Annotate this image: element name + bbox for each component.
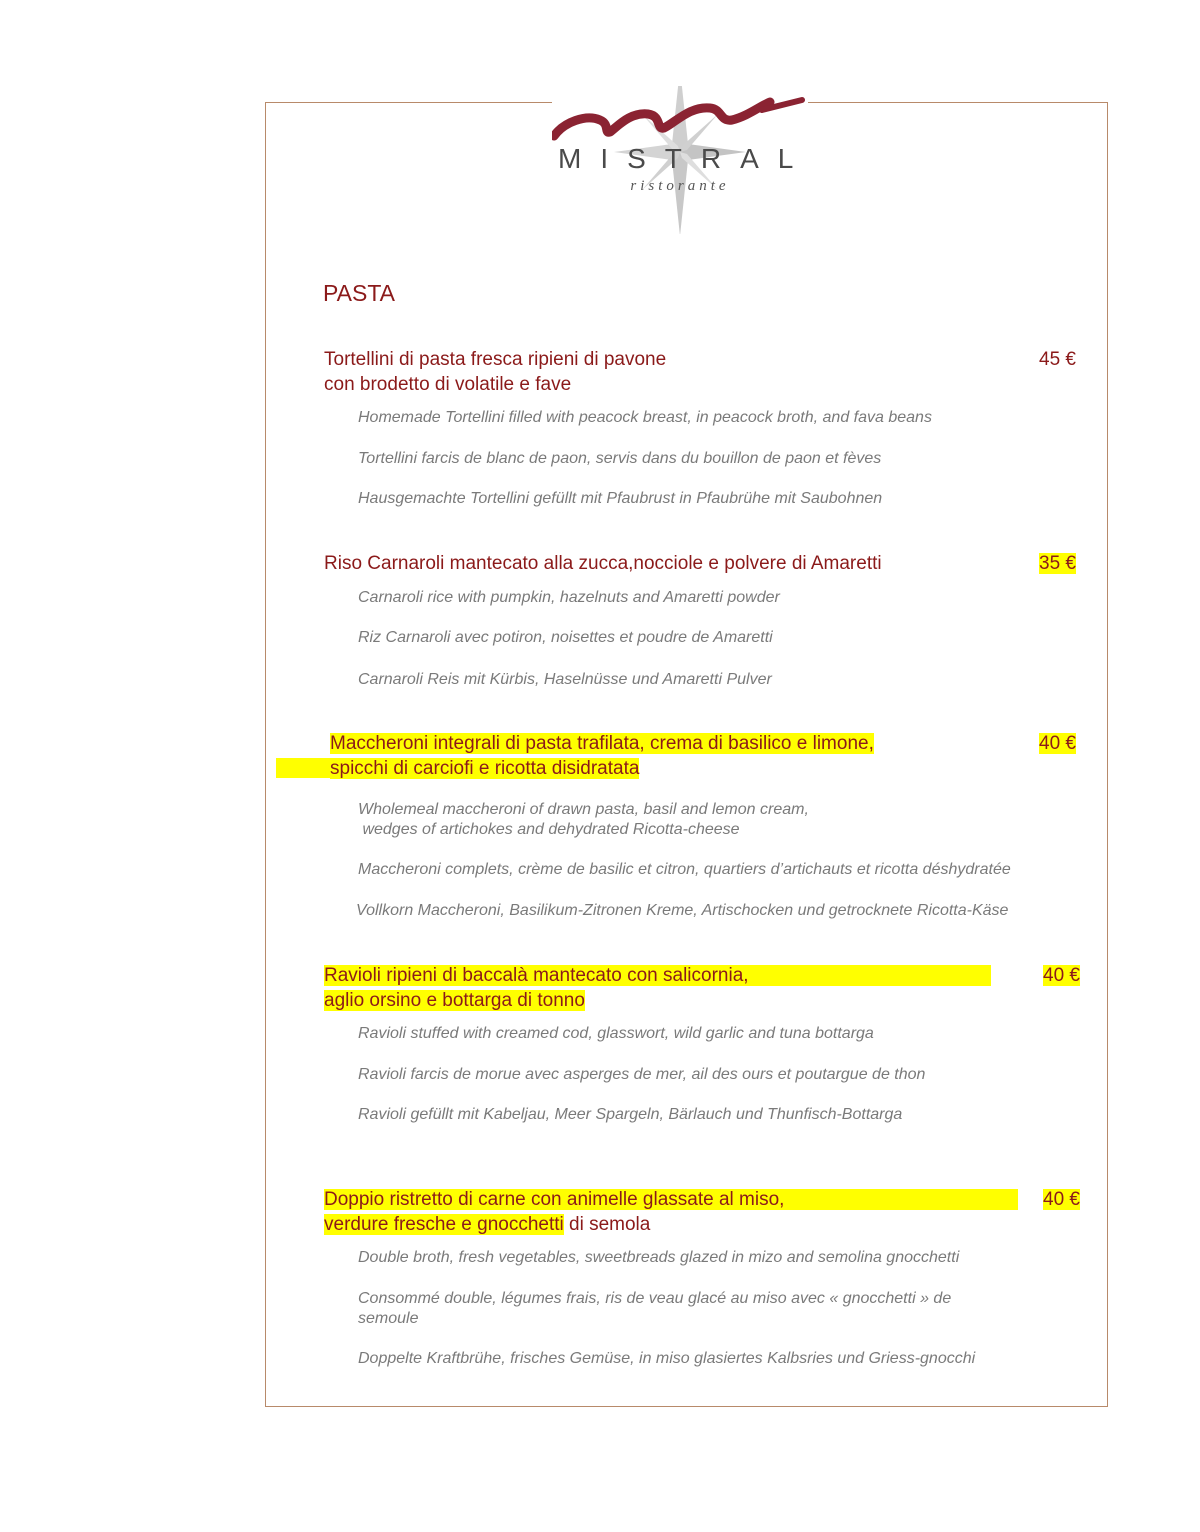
dish-name-line: Ravioli ripieni di baccalà mantecato con salicornia, [324,965,991,986]
dish-name-line: con brodetto di volatile e fave [324,374,572,395]
translation-french-cont: semoule [358,1310,419,1327]
section-title: PASTA [323,280,395,306]
translation-german: Ravioli gefüllt mit Kabeljau, Meer Spargeln, Bärlauch und Thunfisch-Bottarga [358,1106,903,1123]
dish-name-line-wrap [330,756,1020,781]
translation-english-cont: wedges of artichokes and dehydrated Ricotta-cheese [358,821,740,838]
logo-brushstroke-icon [552,90,808,150]
dish-name [324,551,1014,576]
dish-name-line: aglio orsino e bottarga di tonno [324,990,585,1011]
translation-german: Doppelte Kraftbrühe, frisches Gemüse, in miso glasiertes Kalbsries und Griess-gnocchi [358,1350,976,1367]
dish-price-highlight: 35 € [1039,553,1076,574]
translation-english: Ravioli stuffed with creamed cod, glasswort, wild garlic and tuna bottarga [358,1025,874,1042]
dish-price-highlight: 40 € [1043,1189,1080,1210]
translation-english: Carnaroli rice with pumpkin, hazelnuts and Amaretti powder [358,589,780,606]
translation-german: Vollkorn Maccheroni, Basilikum-Zitronen Kreme, Artischocken und getrocknete Ricotta-Käse [356,902,1009,919]
dish-price [1043,1187,1080,1212]
dish-name-line-wrap [330,731,1020,756]
translation-french: Consommé double, légumes frais, ris de veau glacé au miso avec « gnocchetti » de [358,1290,952,1307]
dish-name [330,731,1020,781]
dish-name-line-wrap [324,988,1084,1013]
dish-name-line: Tortellini di pasta fresca ripieni di pavone [324,349,667,370]
dish-item [324,551,1084,688]
dish-name-line: verdure fresche e gnocchetti [324,1214,564,1235]
translation-french: Maccheroni complets, crème de basilic et citron, quartiers d’artichauts et ricotta déshydratée [358,861,1011,878]
dish-name-line: Riso Carnaroli mantecato alla zucca,nocciole e polvere di Amaretti [324,553,882,574]
dish-name-line: Maccheroni integrali di pasta trafilata, crema di basilico e limone, [330,733,874,754]
dish-price-highlight: 40 € [1043,965,1080,986]
dish-name [324,963,1084,1013]
dish-name-line-wrap [324,963,1084,988]
dish-name [324,1187,1084,1237]
dish-item [330,731,1084,919]
dish-price [1039,551,1076,576]
translation-english: Wholemeal maccheroni of drawn pasta, basil and lemon cream, [358,801,809,818]
highlight-mark [276,758,331,778]
dish-name-line-wrap [324,1187,1084,1212]
translation-french: Riz Carnaroli avec potiron, noisettes et poudre de Amaretti [358,629,773,646]
dish-price-highlight: 40 € [1039,733,1076,754]
dish-price [1039,731,1076,756]
translation-english: Double broth, fresh vegetables, sweetbreads glazed in mizo and semolina gnocchetti [358,1249,960,1266]
dish-item [324,347,1084,507]
dish-name-line: spicchi di carciofi e ricotta disidratata [330,758,640,779]
logo-name: MISTRAL [558,143,813,174]
dish-price: 45 € [1039,349,1076,370]
translation-french: Tortellini farcis de blanc de paon, servis dans du bouillon de paon et fèves [358,450,882,467]
dish-item [324,1187,1084,1367]
dish-item [324,963,1084,1123]
logo-subtitle: ristorante [630,178,730,194]
dish-price [1043,963,1080,988]
translation-german: Hausgemachte Tortellini gefüllt mit Pfaubrust in Pfaubrühe mit Saubohnen [358,490,883,507]
translation-french: Ravioli farcis de morue avec asperges de mer, ail des ours et poutargue de thon [358,1066,926,1083]
translation-english: Homemade Tortellini filled with peacock breast, in peacock broth, and fava beans [358,409,932,426]
translation-german: Carnaroli Reis mit Kürbis, Haselnüsse und Amaretti Pulver [358,671,772,688]
dish-name-line-tail: di semola [563,1214,651,1235]
dish-name [324,347,1014,397]
dish-name-line-wrap [324,1212,1084,1237]
dish-name-line: Doppio ristretto di carne con animelle glassate al miso, [324,1189,1018,1210]
